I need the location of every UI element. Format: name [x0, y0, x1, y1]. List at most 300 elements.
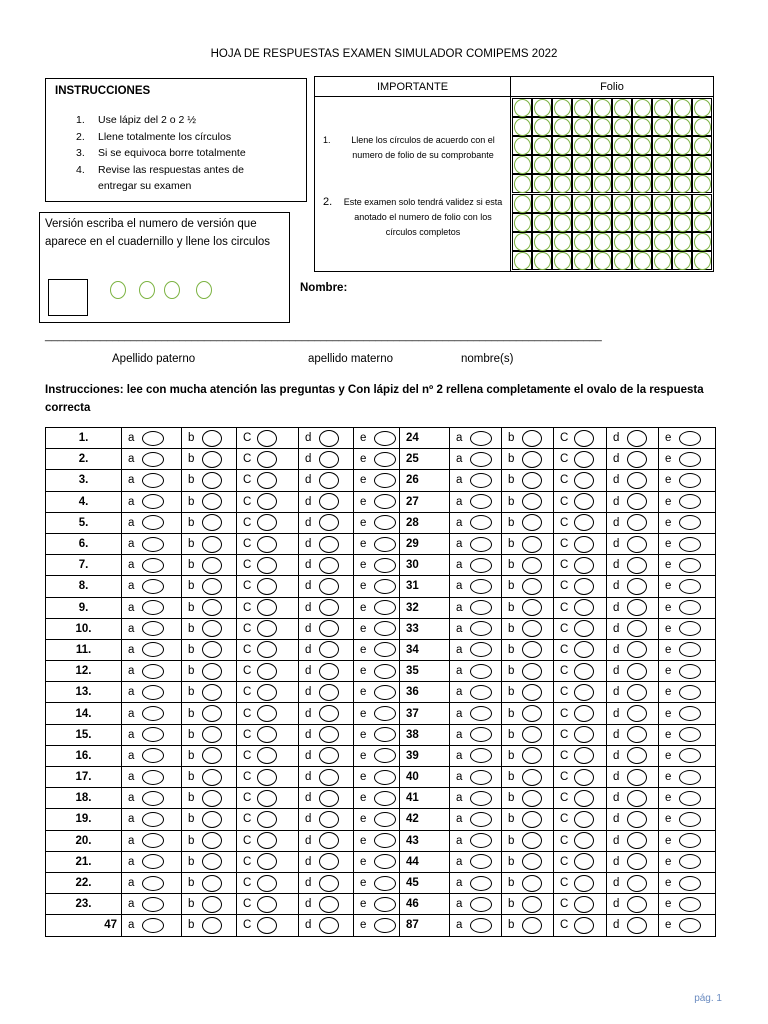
answer-option[interactable] [237, 430, 298, 447]
folio-bubble[interactable] [554, 137, 571, 155]
answer-option[interactable] [299, 641, 353, 658]
folio-bubble[interactable] [654, 99, 671, 117]
answer-option[interactable] [554, 769, 606, 786]
folio-bubble[interactable] [674, 156, 691, 174]
answer-bubble[interactable] [679, 918, 701, 933]
answer-option[interactable] [182, 832, 236, 849]
answer-option[interactable] [122, 642, 181, 657]
answer-option[interactable] [450, 494, 501, 509]
answer-bubble[interactable] [522, 451, 542, 468]
folio-bubble[interactable] [574, 195, 591, 213]
answer-option[interactable] [299, 747, 353, 764]
answer-option[interactable] [299, 472, 353, 489]
answer-bubble[interactable] [627, 811, 647, 828]
answer-bubble[interactable] [257, 536, 277, 553]
answer-option[interactable] [182, 599, 236, 616]
answer-bubble[interactable] [627, 896, 647, 913]
answer-bubble[interactable] [679, 833, 701, 848]
folio-bubble[interactable] [514, 233, 531, 251]
folio-bubble[interactable] [614, 195, 631, 213]
answer-option[interactable] [354, 897, 399, 912]
answer-bubble[interactable] [470, 642, 492, 657]
answer-bubble[interactable] [627, 790, 647, 807]
answer-option[interactable] [237, 811, 298, 828]
answer-option[interactable] [299, 917, 353, 934]
answer-option[interactable] [659, 706, 715, 721]
answer-bubble[interactable] [470, 494, 492, 509]
answer-bubble[interactable] [679, 558, 701, 573]
answer-bubble[interactable] [679, 452, 701, 467]
answer-bubble[interactable] [627, 853, 647, 870]
answer-option[interactable] [502, 747, 553, 764]
answer-option[interactable] [299, 557, 353, 574]
answer-bubble[interactable] [202, 684, 222, 701]
answer-option[interactable] [450, 452, 501, 467]
folio-bubble[interactable] [574, 252, 591, 270]
answer-bubble[interactable] [574, 705, 594, 722]
answer-bubble[interactable] [374, 558, 396, 573]
answer-bubble[interactable] [574, 451, 594, 468]
answer-option[interactable] [237, 578, 298, 595]
folio-bubble[interactable] [674, 118, 691, 136]
folio-bubble[interactable] [574, 175, 591, 193]
answer-bubble[interactable] [142, 642, 164, 657]
answer-bubble[interactable] [374, 770, 396, 785]
answer-bubble[interactable] [319, 536, 339, 553]
answer-option[interactable] [659, 727, 715, 742]
answer-option[interactable] [182, 620, 236, 637]
answer-option[interactable] [450, 770, 501, 785]
answer-option[interactable] [182, 472, 236, 489]
answer-option[interactable] [354, 791, 399, 806]
answer-bubble[interactable] [679, 579, 701, 594]
answer-bubble[interactable] [470, 897, 492, 912]
answer-bubble[interactable] [319, 557, 339, 574]
answer-bubble[interactable] [319, 684, 339, 701]
answer-option[interactable] [237, 853, 298, 870]
answer-bubble[interactable] [142, 770, 164, 785]
answer-bubble[interactable] [257, 747, 277, 764]
answer-option[interactable] [299, 769, 353, 786]
answer-option[interactable] [237, 514, 298, 531]
answer-option[interactable] [659, 897, 715, 912]
folio-bubble[interactable] [554, 195, 571, 213]
answer-bubble[interactable] [142, 664, 164, 679]
answer-option[interactable] [122, 473, 181, 488]
answer-bubble[interactable] [574, 832, 594, 849]
answer-bubble[interactable] [319, 917, 339, 934]
answer-bubble[interactable] [319, 663, 339, 680]
version-circle[interactable] [164, 281, 180, 299]
answer-option[interactable] [237, 790, 298, 807]
folio-bubble[interactable] [614, 175, 631, 193]
answer-option[interactable] [299, 832, 353, 849]
answer-option[interactable] [607, 705, 658, 722]
answer-option[interactable] [237, 875, 298, 892]
answer-option[interactable] [354, 685, 399, 700]
answer-option[interactable] [122, 600, 181, 615]
answer-option[interactable] [122, 664, 181, 679]
answer-bubble[interactable] [679, 897, 701, 912]
folio-bubble[interactable] [614, 118, 631, 136]
answer-option[interactable] [450, 685, 501, 700]
folio-bubble[interactable] [514, 137, 531, 155]
answer-option[interactable] [182, 493, 236, 510]
answer-option[interactable] [607, 853, 658, 870]
answer-option[interactable] [122, 621, 181, 636]
answer-bubble[interactable] [574, 896, 594, 913]
answer-option[interactable] [354, 515, 399, 530]
answer-option[interactable] [182, 557, 236, 574]
answer-bubble[interactable] [319, 599, 339, 616]
answer-option[interactable] [502, 514, 553, 531]
answer-bubble[interactable] [627, 536, 647, 553]
folio-bubble[interactable] [634, 214, 651, 232]
answer-option[interactable] [299, 896, 353, 913]
answer-option[interactable] [554, 557, 606, 574]
answer-option[interactable] [450, 473, 501, 488]
answer-bubble[interactable] [142, 685, 164, 700]
answer-option[interactable] [122, 748, 181, 763]
answer-bubble[interactable] [522, 790, 542, 807]
answer-bubble[interactable] [522, 578, 542, 595]
answer-option[interactable] [554, 790, 606, 807]
answer-bubble[interactable] [574, 514, 594, 531]
answer-option[interactable] [554, 896, 606, 913]
answer-option[interactable] [659, 515, 715, 530]
answer-option[interactable] [659, 664, 715, 679]
answer-option[interactable] [354, 473, 399, 488]
answer-option[interactable] [122, 727, 181, 742]
answer-option[interactable] [354, 452, 399, 467]
answer-option[interactable] [502, 790, 553, 807]
answer-bubble[interactable] [627, 472, 647, 489]
answer-option[interactable] [659, 431, 715, 446]
folio-bubble[interactable] [594, 156, 611, 174]
answer-bubble[interactable] [574, 853, 594, 870]
answer-option[interactable] [237, 493, 298, 510]
folio-bubble[interactable] [514, 195, 531, 213]
folio-bubble[interactable] [534, 156, 551, 174]
answer-option[interactable] [299, 726, 353, 743]
answer-option[interactable] [659, 537, 715, 552]
answer-option[interactable] [182, 896, 236, 913]
answer-option[interactable] [502, 451, 553, 468]
answer-option[interactable] [299, 875, 353, 892]
answer-bubble[interactable] [627, 747, 647, 764]
answer-bubble[interactable] [319, 451, 339, 468]
folio-bubble[interactable] [514, 118, 531, 136]
folio-bubble[interactable] [554, 175, 571, 193]
answer-bubble[interactable] [142, 621, 164, 636]
answer-option[interactable] [237, 747, 298, 764]
answer-bubble[interactable] [374, 748, 396, 763]
answer-option[interactable] [659, 600, 715, 615]
answer-bubble[interactable] [202, 557, 222, 574]
answer-bubble[interactable] [522, 641, 542, 658]
name-line[interactable]: ___________________________________________________________________________________________ [45, 330, 602, 342]
answer-bubble[interactable] [202, 705, 222, 722]
answer-bubble[interactable] [142, 473, 164, 488]
answer-option[interactable] [607, 747, 658, 764]
answer-option[interactable] [237, 832, 298, 849]
answer-bubble[interactable] [374, 452, 396, 467]
answer-bubble[interactable] [257, 514, 277, 531]
answer-option[interactable] [122, 897, 181, 912]
folio-bubble[interactable] [594, 233, 611, 251]
answer-option[interactable] [450, 558, 501, 573]
answer-bubble[interactable] [522, 430, 542, 447]
folio-bubble[interactable] [694, 233, 711, 251]
folio-bubble[interactable] [694, 252, 711, 270]
answer-option[interactable] [354, 600, 399, 615]
answer-option[interactable] [450, 812, 501, 827]
answer-option[interactable] [354, 833, 399, 848]
answer-option[interactable] [182, 917, 236, 934]
answer-bubble[interactable] [374, 579, 396, 594]
answer-bubble[interactable] [142, 854, 164, 869]
answer-bubble[interactable] [627, 684, 647, 701]
answer-bubble[interactable] [319, 747, 339, 764]
answer-bubble[interactable] [470, 431, 492, 446]
answer-bubble[interactable] [470, 579, 492, 594]
answer-bubble[interactable] [470, 770, 492, 785]
answer-option[interactable] [354, 579, 399, 594]
answer-option[interactable] [237, 684, 298, 701]
answer-option[interactable] [502, 430, 553, 447]
folio-bubble[interactable] [694, 99, 711, 117]
answer-bubble[interactable] [319, 832, 339, 849]
folio-bubble[interactable] [634, 137, 651, 155]
answer-bubble[interactable] [202, 578, 222, 595]
answer-option[interactable] [122, 685, 181, 700]
answer-bubble[interactable] [319, 514, 339, 531]
answer-option[interactable] [237, 557, 298, 574]
answer-bubble[interactable] [627, 430, 647, 447]
answer-option[interactable] [607, 599, 658, 616]
answer-option[interactable] [502, 917, 553, 934]
answer-bubble[interactable] [257, 641, 277, 658]
answer-bubble[interactable] [522, 514, 542, 531]
folio-bubble[interactable] [534, 118, 551, 136]
folio-bubble[interactable] [654, 118, 671, 136]
answer-bubble[interactable] [319, 641, 339, 658]
answer-option[interactable] [607, 726, 658, 743]
answer-option[interactable] [354, 621, 399, 636]
answer-bubble[interactable] [202, 790, 222, 807]
answer-bubble[interactable] [522, 853, 542, 870]
answer-bubble[interactable] [679, 791, 701, 806]
answer-bubble[interactable] [374, 706, 396, 721]
folio-bubble[interactable] [514, 252, 531, 270]
answer-bubble[interactable] [257, 832, 277, 849]
answer-option[interactable] [502, 493, 553, 510]
answer-bubble[interactable] [142, 812, 164, 827]
answer-option[interactable] [554, 663, 606, 680]
answer-bubble[interactable] [574, 472, 594, 489]
answer-bubble[interactable] [202, 472, 222, 489]
folio-bubble[interactable] [594, 99, 611, 117]
answer-bubble[interactable] [142, 897, 164, 912]
answer-bubble[interactable] [627, 557, 647, 574]
answer-bubble[interactable] [142, 494, 164, 509]
answer-option[interactable] [237, 896, 298, 913]
answer-option[interactable] [607, 896, 658, 913]
answer-bubble[interactable] [319, 853, 339, 870]
folio-bubble[interactable] [654, 137, 671, 155]
answer-bubble[interactable] [679, 854, 701, 869]
answer-option[interactable] [237, 599, 298, 616]
answer-option[interactable] [450, 431, 501, 446]
answer-option[interactable] [502, 578, 553, 595]
answer-option[interactable] [554, 684, 606, 701]
answer-bubble[interactable] [470, 621, 492, 636]
answer-bubble[interactable] [470, 600, 492, 615]
folio-bubble[interactable] [594, 137, 611, 155]
answer-option[interactable] [659, 748, 715, 763]
folio-bubble[interactable] [614, 137, 631, 155]
answer-bubble[interactable] [374, 791, 396, 806]
answer-bubble[interactable] [142, 706, 164, 721]
folio-bubble[interactable] [614, 156, 631, 174]
answer-bubble[interactable] [202, 726, 222, 743]
answer-option[interactable] [502, 557, 553, 574]
folio-bubble[interactable] [594, 252, 611, 270]
answer-option[interactable] [122, 452, 181, 467]
answer-option[interactable] [182, 514, 236, 531]
answer-bubble[interactable] [374, 812, 396, 827]
answer-bubble[interactable] [470, 854, 492, 869]
answer-bubble[interactable] [202, 875, 222, 892]
answer-option[interactable] [502, 472, 553, 489]
folio-bubble[interactable] [554, 156, 571, 174]
answer-bubble[interactable] [470, 918, 492, 933]
answer-bubble[interactable] [470, 664, 492, 679]
answer-bubble[interactable] [627, 493, 647, 510]
answer-bubble[interactable] [257, 684, 277, 701]
answer-bubble[interactable] [374, 833, 396, 848]
answer-bubble[interactable] [142, 431, 164, 446]
folio-bubble[interactable] [634, 99, 651, 117]
folio-bubble[interactable] [614, 214, 631, 232]
answer-bubble[interactable] [522, 684, 542, 701]
answer-bubble[interactable] [522, 472, 542, 489]
answer-bubble[interactable] [202, 853, 222, 870]
answer-option[interactable] [607, 917, 658, 934]
answer-option[interactable] [554, 599, 606, 616]
folio-bubble[interactable] [694, 156, 711, 174]
answer-bubble[interactable] [142, 579, 164, 594]
answer-option[interactable] [502, 536, 553, 553]
answer-bubble[interactable] [470, 515, 492, 530]
answer-bubble[interactable] [202, 493, 222, 510]
answer-bubble[interactable] [257, 790, 277, 807]
answer-bubble[interactable] [574, 917, 594, 934]
version-circle[interactable] [139, 281, 155, 299]
answer-option[interactable] [299, 599, 353, 616]
answer-bubble[interactable] [142, 537, 164, 552]
answer-bubble[interactable] [574, 747, 594, 764]
answer-bubble[interactable] [522, 896, 542, 913]
answer-option[interactable] [659, 770, 715, 785]
answer-option[interactable] [354, 812, 399, 827]
answer-bubble[interactable] [679, 621, 701, 636]
answer-bubble[interactable] [142, 600, 164, 615]
answer-option[interactable] [502, 769, 553, 786]
answer-option[interactable] [354, 494, 399, 509]
answer-option[interactable] [659, 812, 715, 827]
folio-bubble[interactable] [594, 175, 611, 193]
answer-option[interactable] [354, 876, 399, 891]
folio-bubble[interactable] [594, 118, 611, 136]
folio-bubble[interactable] [694, 175, 711, 193]
answer-option[interactable] [182, 663, 236, 680]
folio-bubble[interactable] [594, 214, 611, 232]
answer-option[interactable] [554, 832, 606, 849]
answer-bubble[interactable] [319, 769, 339, 786]
answer-option[interactable] [554, 514, 606, 531]
folio-bubble[interactable] [614, 233, 631, 251]
answer-option[interactable] [122, 706, 181, 721]
answer-bubble[interactable] [627, 832, 647, 849]
answer-bubble[interactable] [142, 918, 164, 933]
folio-bubble[interactable] [554, 252, 571, 270]
answer-bubble[interactable] [142, 558, 164, 573]
answer-option[interactable] [502, 726, 553, 743]
answer-option[interactable] [502, 641, 553, 658]
answer-option[interactable] [122, 770, 181, 785]
answer-option[interactable] [554, 641, 606, 658]
folio-bubble[interactable] [514, 175, 531, 193]
folio-bubble[interactable] [514, 156, 531, 174]
folio-bubble[interactable] [594, 195, 611, 213]
answer-option[interactable] [450, 727, 501, 742]
answer-bubble[interactable] [470, 558, 492, 573]
answer-option[interactable] [554, 578, 606, 595]
answer-option[interactable] [122, 494, 181, 509]
answer-bubble[interactable] [627, 917, 647, 934]
answer-bubble[interactable] [257, 917, 277, 934]
answer-bubble[interactable] [627, 620, 647, 637]
answer-option[interactable] [659, 558, 715, 573]
answer-option[interactable] [450, 537, 501, 552]
answer-bubble[interactable] [374, 897, 396, 912]
answer-bubble[interactable] [574, 578, 594, 595]
answer-bubble[interactable] [470, 791, 492, 806]
folio-bubble[interactable] [634, 118, 651, 136]
folio-bubble[interactable] [674, 233, 691, 251]
answer-option[interactable] [502, 599, 553, 616]
answer-bubble[interactable] [374, 642, 396, 657]
folio-bubble[interactable] [694, 195, 711, 213]
folio-bubble[interactable] [534, 99, 551, 117]
answer-option[interactable] [299, 663, 353, 680]
folio-bubble[interactable] [694, 118, 711, 136]
answer-bubble[interactable] [257, 430, 277, 447]
answer-bubble[interactable] [679, 473, 701, 488]
answer-bubble[interactable] [257, 705, 277, 722]
answer-option[interactable] [354, 706, 399, 721]
answer-option[interactable] [659, 791, 715, 806]
answer-option[interactable] [554, 875, 606, 892]
answer-bubble[interactable] [374, 537, 396, 552]
answer-option[interactable] [182, 726, 236, 743]
answer-bubble[interactable] [522, 493, 542, 510]
answer-bubble[interactable] [627, 641, 647, 658]
answer-bubble[interactable] [679, 727, 701, 742]
answer-bubble[interactable] [679, 600, 701, 615]
answer-option[interactable] [182, 641, 236, 658]
